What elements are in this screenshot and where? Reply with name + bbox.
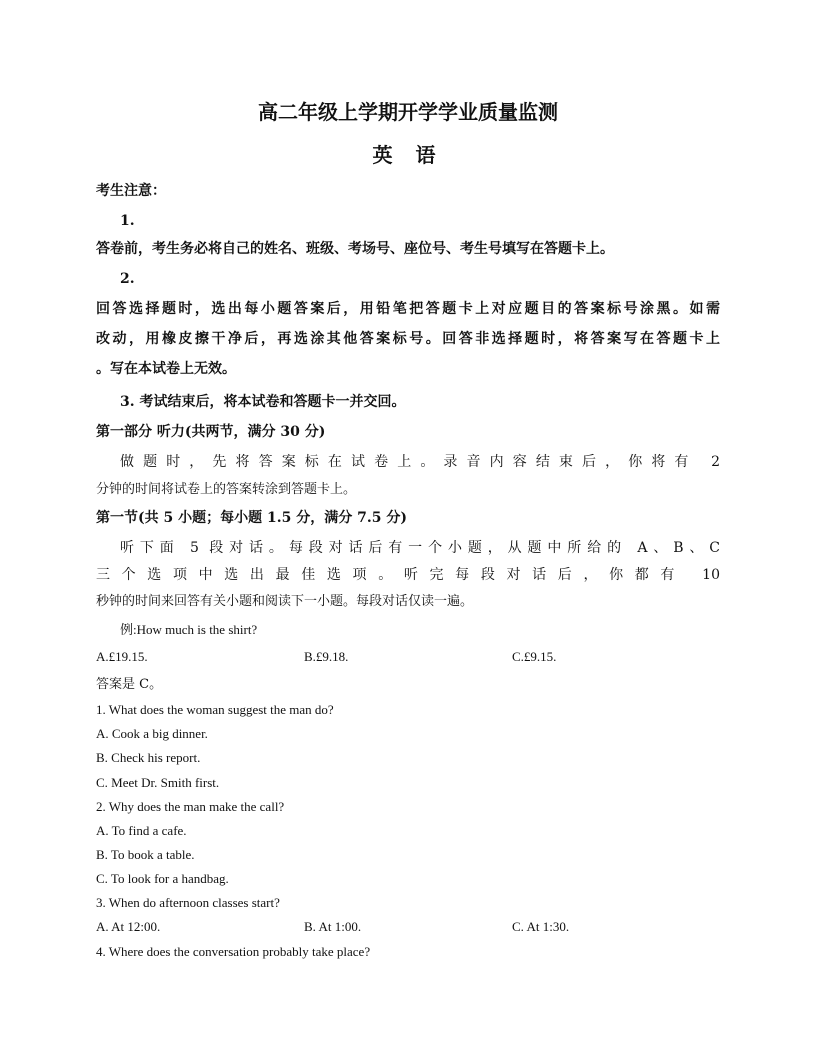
- notice-item-3: 3. 考试结束后，将本试卷和答题卡一并交回。: [120, 394, 406, 410]
- question-2-option-b: B. To book a table.: [96, 847, 195, 862]
- example-answer: 答案是 C。: [96, 677, 163, 692]
- question-3-option-b: B. At 1:00.: [304, 919, 362, 934]
- question-3-options: [96, 918, 720, 936]
- question-1-option-c: C. Meet Dr. Smith first.: [96, 775, 220, 790]
- part1-intro-line2: 分钟的时间将试卷上的答案转涂到答题卡上。: [96, 482, 357, 497]
- exam-title: 高二年级上学期开学学业质量监测: [258, 100, 558, 124]
- section1-heading: 第一节(共 5 小题；每小题 1.5 分，满分 7.5 分): [96, 510, 407, 526]
- subject-title: 英 语: [372, 143, 444, 167]
- question-2-option-c: C. To look for a handbag.: [96, 871, 229, 886]
- question-1: 1. What does the woman suggest the man do?: [96, 702, 334, 717]
- notice-item-2-number: 2.: [120, 271, 135, 287]
- example-option-b: B.£9.18.: [304, 649, 349, 664]
- question-1-option-a: A. Cook a big dinner.: [96, 726, 208, 741]
- section1-intro-line3: 秒钟的时间来回答有关小题和阅读下一小题。每段对话仅读一遍。: [96, 594, 474, 609]
- notice-item-2-line2: 改动，用橡皮擦干净后，再选涂其他答案标号。回答非选择题时，将答案写在答题卡上: [96, 331, 720, 347]
- question-2-option-a: A. To find a cafe.: [96, 823, 187, 838]
- part1-heading: 第一部分 听力(共两节，满分 30 分): [96, 424, 326, 440]
- notice-item-2-line3: 。写在本试卷上无效。: [96, 361, 236, 377]
- section1-intro-line2: 三个选项中选出最佳选项。听完每段对话后，你都有 10: [96, 567, 720, 583]
- example-question: 例:How much is the shirt?: [120, 622, 258, 637]
- example-option-a: A.£19.15.: [96, 649, 148, 664]
- question-4: 4. Where does the conversation probably take place?: [96, 944, 371, 959]
- notice-heading: 考生注意：: [96, 183, 166, 199]
- question-2: 2. Why does the man make the call?: [96, 799, 285, 814]
- example-option-c: C.£9.15.: [512, 649, 557, 664]
- notice-item-2-line1: 回答选择题时，选出每小题答案后，用铅笔把答题卡上对应题目的答案标号涂黑。如需: [96, 301, 720, 317]
- question-3-option-c: C. At 1:30.: [512, 919, 570, 934]
- question-3-option-a: A. At 12:00.: [96, 919, 161, 934]
- notice-item-1-text: 答卷前，考生务必将自己的姓名、班级、考场号、座位号、考生号填写在答题卡上。: [96, 241, 614, 257]
- part1-intro-line1: 做题时，先将答案标在试卷上。录音内容结束后，你将有 2: [120, 454, 720, 470]
- question-1-option-b: B. Check his report.: [96, 750, 201, 765]
- section1-intro-line1: 听下面 5 段对话。每段对话后有一个小题，从题中所给的 A、B、C: [120, 540, 720, 556]
- question-3: 3. When do afternoon classes start?: [96, 895, 280, 910]
- example-options: [96, 648, 720, 666]
- notice-item-1-number: 1.: [120, 213, 135, 229]
